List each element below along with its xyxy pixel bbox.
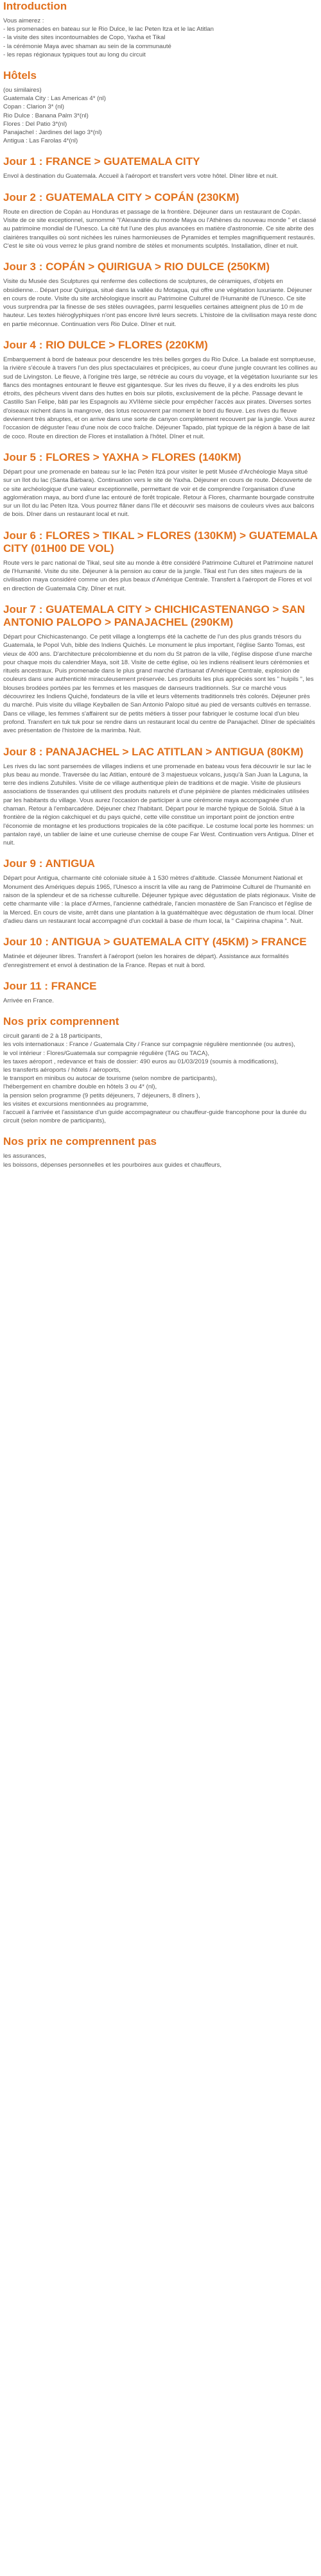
- introduction-title: Introduction: [3, 0, 67, 12]
- included-item: les visites et excursions mentionnées au programme,: [3, 1100, 149, 1108]
- included-item: les transferts aéroports / hôtels / aéroports,: [3, 1066, 121, 1074]
- intro-line: - la visite des sites incontournables de Copo, Yaxha et Tikal: [3, 34, 166, 42]
- included-item: l'accueil à l'arrivée et l'assistance d'un guide accompagnateur ou chauffeur-guide francophone pour la durée du circuit (selon nombre de participants),: [3, 1108, 307, 1125]
- intro-line: - la cérémonie Maya avec shaman au sein de la communauté: [3, 42, 171, 50]
- day-block: [3, 191, 318, 250]
- day-description: Embarquement à bord de bateaux pour descendre les très belles gorges du Rio Dulce. La balade est somptueuse, la rivière s'écoule à travers l'un des plus spectaculaires et précipices, au coeur d'une jungle couvrant les collines au sud de Livingston. Le fleuve, à l'origine très large, se rétrécie au cours du voyage, et la végétation luxuriante sur les flancs des montagnes entourant le fleuve est gigantesque. Sur les rives du fleuve, il y a des endroits les plus étroits, des pêcheurs vivent dans des huttes en bois sur pilotis, exclusivement de la pêche. Passage devant le Castillo San Felipe, bâti par les Espagnols au XVIIème siècle pour empêcher l'accès aux pirates. Diverses sortes d'oiseaux nichent dans la mangrove, des lotus recouvrent par moment le bord du fleuve. Les rives du fleuve deviennent très abruptes, et on arrive dans une sorte de canyon complètement recouvert par la jungle. Vous aurez l'occasion de déguster l'eau d'une noix de coco fraîche. Déjeuner Tapado, plat typique de la région à base de lait de coco. Route en direction de Flores et installation à l'hôtel. Dîner et nuit.: [3, 356, 318, 440]
- day-description: Les rives du lac sont parsemées de villages indiens et une promenade en bateau vous fera découvrir le sur lac le plus beau au monde. Traversée du lac Atitlan, entouré de 3 majestueux volcans, jusqu'à San Juan la Laguna, la terre des indiens Zutuhiles. Visite de ce village authentique plein de traditions et de magie. Visite de plusieurs associations de tisserandes qui utilisent des produits naturels et d'une pépinière de plantes médicinales utilisées par les habitants du village. Vous aurez l'occasion de participer à une cérémonie maya accompagnée d'un chaman. Retour à l'embarcadère. Déjeuner chez l'habitant. Départ pour le marché typique de Sololá. Situé à la frontière de la région cakchiquel et du pays quiché, cette ville constitue un important point de jonction entre l'économie de montagne et les productions tropicales de la côte pacifique. Le costume local porte les hommes: un pantalon rayé, un tablier de laine et une curieuse chemise de coupe Far West. Continuation vers Antigua. Dîner et nuit.: [3, 762, 314, 847]
- included-item: la pension selon programme (9 petits déjeuners, 7 déjeuners, 8 dîners ),: [3, 1092, 200, 1099]
- included-item: le vol intérieur : Flores/Guatemala sur compagnie régulière (TAG ou TACA),: [3, 1049, 209, 1057]
- not-included-item: les boissons, dépenses personnelles et les pourboires aux guides et chauffeurs,: [3, 1161, 222, 1169]
- day-block: [3, 155, 318, 180]
- day-block: [3, 746, 318, 848]
- day-block: [3, 603, 318, 735]
- day-block: [3, 339, 318, 441]
- day-description: Départ pour Chichicastenango. Ce petit village a longtemps été la cachette de l'un des plus grands trésors du Guatemala, le Popol Vuh, bible des Indiens Quichés. Le monument le plus important, l'église Santo Tomas, est vieux de 400 ans. D'architecture précolombienne et du nom du St patron de la ville, l'église dispose d'une marche pour chaque mois du calendrier Maya, soit 18. Visite de cette église, où les indiens réalisent leurs cérémonies et rituels ancestraux. Puis promenade dans le plus grand marché d'artisanat d'Amérique Centrale, explosion de couleurs dans une authenticité miraculeusement préservée. Les produits les plus appréciés sont les " huipils ", les blouses brodées portées par les femmes et les masques de danseurs traditionnels. Sur ce marché vous découvrirez les Indiens Quiché, fondateurs de la ville et leurs vêtements traditionnels très colorés. Déjeuner près du marché. Puis visite du village Keyballen de San Antonio Palopo situé au pied de versants cultivés en terrasse. Dans ce village, les femmes s'affairent sur de petits métiers à tisser pour fabriquer le costume local d'un bleu profond. Transfert en tuk tuk pour se rendre dans un restaurant local du centre de Panajachel. Dîner de spécialités avec présentation de l'histoire de la marimba. Nuit.: [3, 633, 315, 735]
- hotel-line: Flores : Del Patio 3*(nl): [3, 120, 67, 128]
- day-title: Jour 8 : PANAJACHEL > LAC ATITLAN > ANTIGUA (80KM): [3, 745, 304, 758]
- day-title: Jour 6 : FLORES > TIKAL > FLORES (130KM) > GUATEMALA CITY (01H00 DE VOL): [3, 529, 318, 554]
- included-item: le transport en minibus ou autocar de tourisme (selon nombre de participants),: [3, 1075, 217, 1083]
- day-block: [3, 980, 318, 1005]
- included-list: [3, 1032, 318, 1125]
- day-block: [3, 529, 318, 593]
- introduction-text: [3, 17, 318, 59]
- intro-line: - les repas régionaux typiques tout au long du circuit: [3, 51, 146, 58]
- day-title: Jour 5 : FLORES > YAXHA > FLORES (140KM): [3, 451, 241, 463]
- day-title: Jour 2 : GUATEMALA CITY > COPÁN (230KM): [3, 191, 239, 203]
- day-block: [3, 857, 318, 925]
- day-title: Jour 4 : RIO DULCE > FLORES (220KM): [3, 339, 208, 351]
- hotels-title: Hôtels: [3, 69, 37, 82]
- page: [0, 0, 321, 1169]
- day-title: Jour 11 : FRANCE: [3, 979, 97, 992]
- not-included-section: [3, 1135, 318, 1169]
- hotels-section: [3, 69, 318, 145]
- day-title: Jour 9 : ANTIGUA: [3, 857, 95, 870]
- included-item: l'hébergement en chambre double en hôtels 3 ou 4* (nl),: [3, 1083, 157, 1091]
- day-description: Matinée et déjeuner libres. Transfert à l'aéroport (selon les horaires de départ). Assistance aux formalités d'enregistrement et envol à destination de la France. Repas et nuit à bord.: [3, 953, 289, 969]
- day-title: Jour 3 : COPÁN > QUIRIGUA > RIO DULCE (250KM): [3, 261, 270, 273]
- included-section: [3, 1015, 318, 1125]
- day-title: Jour 1 : FRANCE > GUATEMALA CITY: [3, 155, 200, 168]
- not-included-title: Nos prix ne comprennent pas: [3, 1135, 157, 1148]
- day-block: [3, 261, 318, 329]
- day-title: Jour 7 : GUATEMALA CITY > CHICHICASTENANGO > SAN ANTONIO PALOPO > PANAJACHEL (290KM): [3, 603, 306, 628]
- hotel-line: Panajachel : Jardines del lago 3*(nl): [3, 129, 102, 137]
- day-block: [3, 451, 318, 519]
- introduction-section: [3, 0, 318, 59]
- included-title: Nos prix comprennent: [3, 1015, 119, 1028]
- day-block: [3, 936, 318, 970]
- not-included-list: [3, 1152, 318, 1169]
- day-description: Départ pour une promenade en bateau sur le lac Petén Itzá pour visiter le petit Musée d'Archéologie Maya situé sur un îlot du lac (Santa Bárbara). Continuation vers le site de Yaxha. Déjeuner en cours de route. Découverte de ce site archéologique d'une valeur exceptionnelle, permettant de voir et de comprendre l'organisation d'une agglomération maya, au bord d'une lac entouré de forêt tropicale. Retour à Flores, charmante bourgade construite sur un îlot du lac Peten Itza. Vous pourrez flâner dans l'île et découvrir ses maisons de couleurs vives aux balcons de bois. Dîner dans un restaurant local et nuit.: [3, 468, 315, 519]
- hotel-line: (ou similaires): [3, 87, 42, 94]
- day-title: Jour 10 : ANTIGUA > GUATEMALA CITY (45KM) > FRANCE: [3, 936, 307, 949]
- hotels-list: [3, 86, 318, 145]
- day-description: Route vers le parc national de Tikal, seul site au monde à être considéré Patrimoine Culturel et Patrimoine naturel de l'Humanité. Visite du site. Déjeuner à la pension au cœur de la jungle. Tikal est l'un des sites majeurs de la civilisation maya considéré comme un des plus beaux d'Amérique Centrale. Transfert à l'aéroport de Flores et vol en direction de Guatemala City. Dîner et nuit.: [3, 559, 313, 592]
- day-description: Envol à destination du Guatemala. Accueil à l'aéroport et transfert vers votre hôtel. Dîner libre et nuit.: [3, 173, 278, 180]
- day-description: Arrivée en France.: [3, 997, 54, 1004]
- included-item: circuit garanti de 2 à 18 participants,: [3, 1033, 103, 1040]
- day-description: Route en direction de Copán au Honduras et passage de la frontière. Déjeuner dans un restaurant de Copán. Visite de ce site exceptionnel, surnommé "l'Alexandrie du monde Maya ou l'Athènes du nouveau monde " et classé au patrimoine mondial de l'Unesco. La cité fut l'une des plus avancées en matière d'astronomie. Ce site abrite des clairières tranquilles où sont nichées les ruines harmonieuses de Pyramides et temples magnifiquement restaurés. C'est le site où vous verrez le plus grand nombre de stèles et monuments sculptés. Installation, dîner et nuit.: [3, 208, 317, 250]
- hotel-line: Antigua : Las Farolas 4*(nl): [3, 137, 78, 145]
- hotel-line: Copan : Clarion 3* (nl): [3, 103, 64, 111]
- hotel-line: Guatemala City : Las Americas 4* (nl): [3, 95, 106, 103]
- included-item: les vols internationaux : France / Guatemala City / France sur compagnie régulière mentionnée (ou autres),: [3, 1041, 295, 1049]
- day-description: Visite du Musée des Sculptures qui renferme des collections de sculptures, de céramiques, d'objets en obsidienne... Départ pour Quirigua, situé dans la vallée du Motagua, qui offre une végétation luxuriante. Déjeuner en cours de route. Visite du site archéologique inscrit au Patrimoine Culturel de l'Humanité de l'Unesco. Ce site vous surprendra par la finesse de ses stèles ouvragées, parmi lesquelles certaines atteignent plus de 10 m de hauteur. Les textes hiéroglyphiques n'ont pas encore livré leurs secrets. L'histoire de la civilisation maya reste donc en partie méconnue. Continuation vers Rio Dulce. Dîner et nuit.: [3, 278, 317, 328]
- included-item: les taxes aéroport , redevance et frais de dossier: 490 euros au 01/03/2019 (soumis à modifications),: [3, 1058, 279, 1065]
- day-description: Départ pour Antigua, charmante cité coloniale située à 1 530 mètres d'altitude. Classée Monument National et Monument des Amériques depuis 1965, l'Unesco a inscrit la ville au rang de Patrimoine Culturel de l'humanité en raison de la splendeur et de sa richesse culturelle. Déjeuner typique avec dégustation de plats régionaux. Visite de cette charmante ville : la place d'Armes, l'ancienne cathédrale, l'ancien monastère de San Francisco et l'église de la Merced. En cours de visite, arrêt dans une plantation à la guatémaltèque avec dégustation de rhum local. Dîner d'adieu dans un restaurant local accompagné d'un cocktail à base de rhum local, la " Caipirina chapina ". Nuit.: [3, 875, 316, 925]
- intro-line: Vous aimerez :: [3, 17, 44, 24]
- not-included-item: les assurances,: [3, 1153, 46, 1160]
- intro-line: - les promenades en bateau sur le Rio Dulce, le lac Peten Itza et le lac Atitlan: [3, 26, 214, 33]
- itinerary-section: [3, 155, 318, 1005]
- hotel-line: Rio Dulce : Banana Palm 3*(nl): [3, 112, 89, 119]
